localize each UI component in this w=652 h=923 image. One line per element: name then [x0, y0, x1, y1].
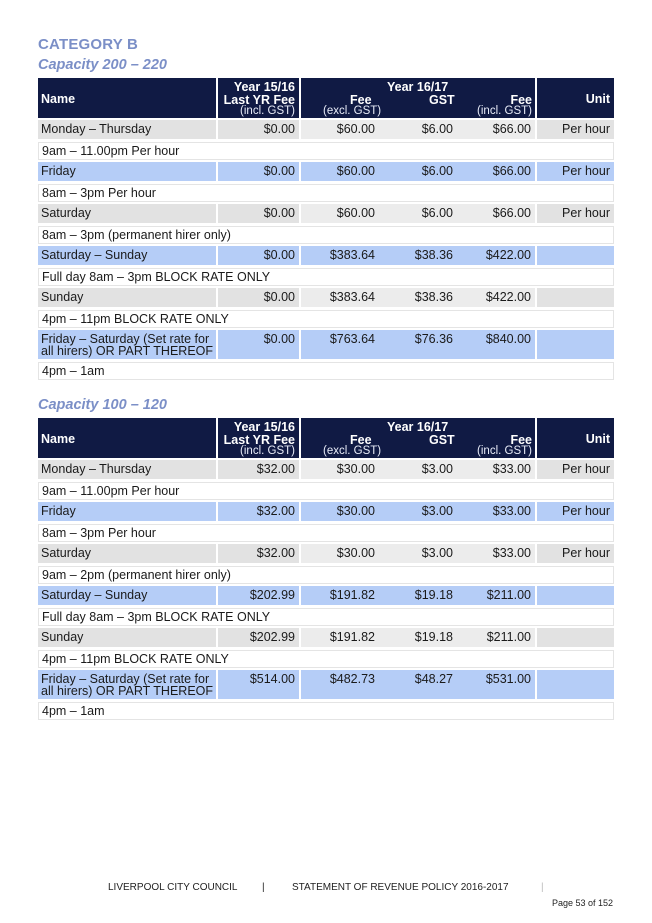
row-name-cell: Saturday – Sunday: [38, 586, 216, 605]
row-last-year-fee-cell: $0.00: [218, 162, 299, 181]
header-fee-incl-sub: (incl. GST): [477, 445, 532, 457]
row-last-year-fee-cell: $202.99: [218, 628, 299, 647]
row-gst-cell: $6.00: [379, 120, 457, 139]
table-row: [38, 120, 614, 141]
fee-table-capacity-100: [38, 418, 614, 720]
header-unit-cell: [537, 78, 614, 118]
header-year-cell: [301, 78, 535, 118]
header-unit-label: Unit: [585, 432, 610, 446]
row-unit-cell: Per hour: [537, 204, 614, 223]
row-unit-cell: [537, 330, 614, 359]
header-year-label: Year 16/17: [387, 420, 449, 434]
row-description: Full day 8am – 3pm BLOCK RATE ONLY: [38, 268, 614, 286]
row-description: 9am – 11.00pm Per hour: [38, 482, 614, 500]
row-description: 4pm – 1am: [38, 702, 614, 720]
row-gst-cell: $3.00: [379, 460, 457, 479]
table-row: [38, 330, 614, 361]
row-fee-excl-cell: $383.64: [301, 246, 379, 265]
header-unit-cell: [537, 418, 614, 458]
table-row: [38, 460, 614, 481]
header-fee-sub: (excl. GST): [323, 445, 382, 457]
row-fee-excl-cell: $482.73: [301, 670, 379, 699]
row-gst-cell: $6.00: [379, 162, 457, 181]
row-last-year-fee-cell: $202.99: [218, 586, 299, 605]
header-gst-label: GST: [429, 433, 455, 447]
row-unit-cell: Per hour: [537, 120, 614, 139]
fee-table-capacity-200: [38, 78, 614, 380]
row-fee-incl-cell: $33.00: [457, 502, 535, 521]
header-fee-label: Fee: [350, 93, 372, 107]
row-last-year-fee-cell: $0.00: [218, 288, 299, 307]
row-fee-incl-cell: $66.00: [457, 162, 535, 181]
row-last-year-fee-cell: $0.00: [218, 330, 299, 359]
table-header-row: [38, 78, 614, 118]
row-gst-cell: $3.00: [379, 502, 457, 521]
header-fee-incl-label: Fee: [510, 433, 532, 447]
row-gst-cell: $76.36: [379, 330, 457, 359]
row-last-year-fee-cell: $0.00: [218, 204, 299, 223]
table-row: [38, 502, 614, 523]
row-name-cell: Friday: [38, 502, 216, 521]
row-name-cell: Monday – Thursday: [38, 460, 216, 479]
footer-separator-right: |: [541, 882, 544, 893]
table-row: [38, 246, 614, 267]
section-title-capacity-100: Capacity 100 – 120: [38, 397, 167, 413]
header-fee-incl-sub: (incl. GST): [477, 105, 532, 117]
header-gst-label: GST: [429, 93, 455, 107]
header-name-cell: [38, 418, 216, 458]
row-fee-incl-cell: $33.00: [457, 460, 535, 479]
table-row: [38, 628, 614, 649]
row-fee-excl-cell: $763.64: [301, 330, 379, 359]
header-last-year-line3: (incl. GST): [240, 105, 295, 117]
header-last-year-line3: (incl. GST): [240, 445, 295, 457]
footer-page-number: Page 53 of 152: [552, 898, 614, 908]
row-fee-excl-cell: $191.82: [301, 586, 379, 605]
table-row: [38, 544, 614, 565]
row-fee-incl-cell: $211.00: [457, 628, 535, 647]
row-fee-incl-cell: $840.00: [457, 330, 535, 359]
header-last-year-cell: [218, 78, 299, 118]
row-fee-excl-cell: $30.00: [301, 544, 379, 563]
row-last-year-fee-cell: $32.00: [218, 460, 299, 479]
row-name-cell: Sunday: [38, 628, 216, 647]
header-unit-label: Unit: [585, 92, 610, 106]
header-name-label: Name: [41, 432, 76, 446]
row-description: 4pm – 1am: [38, 362, 614, 380]
row-unit-cell: Per hour: [537, 544, 614, 563]
row-fee-excl-cell: $383.64: [301, 288, 379, 307]
row-description: 8am – 3pm (permanent hirer only): [38, 226, 614, 244]
table-row: [38, 162, 614, 183]
footer-policy-title: STATEMENT OF REVENUE POLICY 2016-2017: [292, 882, 509, 893]
row-description: Full day 8am – 3pm BLOCK RATE ONLY: [38, 608, 614, 626]
table-row: [38, 586, 614, 607]
row-gst-cell: $6.00: [379, 204, 457, 223]
row-unit-cell: [537, 246, 614, 265]
header-year-label: Year 16/17: [387, 80, 449, 94]
footer-organisation: LIVERPOOL CITY COUNCIL: [108, 882, 238, 893]
row-fee-incl-cell: $422.00: [457, 246, 535, 265]
row-unit-cell: [537, 586, 614, 605]
row-description: 8am – 3pm Per hour: [38, 524, 614, 542]
header-last-year-line1: Year 15/16: [233, 420, 295, 434]
row-unit-cell: [537, 628, 614, 647]
row-gst-cell: $19.18: [379, 586, 457, 605]
row-fee-excl-cell: $60.00: [301, 204, 379, 223]
section-title-capacity-200: Capacity 200 – 220: [38, 57, 167, 73]
row-last-year-fee-cell: $0.00: [218, 246, 299, 265]
row-description: 9am – 11.00pm Per hour: [38, 142, 614, 160]
row-description: 4pm – 11pm BLOCK RATE ONLY: [38, 650, 614, 668]
header-last-year-line1: Year 15/16: [233, 80, 295, 94]
row-name-cell: Friday – Saturday (Set rate for all hirers) OR PART THEREOF: [38, 670, 216, 699]
table-row: [38, 288, 614, 309]
row-unit-cell: [537, 670, 614, 699]
row-unit-cell: Per hour: [537, 502, 614, 521]
row-unit-cell: Per hour: [537, 162, 614, 181]
header-last-year-line2: Last YR Fee: [223, 93, 295, 107]
row-gst-cell: $3.00: [379, 544, 457, 563]
table-row: [38, 670, 614, 701]
footer-separator: |: [262, 882, 265, 893]
header-fee-sub: (excl. GST): [323, 105, 382, 117]
row-description: 4pm – 11pm BLOCK RATE ONLY: [38, 310, 614, 328]
row-name-cell: Friday – Saturday (Set rate for all hirers) OR PART THEREOF: [38, 330, 216, 359]
category-heading: CATEGORY B: [38, 36, 139, 53]
row-gst-cell: $38.36: [379, 288, 457, 307]
row-description: 8am – 3pm Per hour: [38, 184, 614, 202]
header-year-cell: [301, 418, 535, 458]
row-unit-cell: Per hour: [537, 460, 614, 479]
row-fee-excl-cell: $30.00: [301, 460, 379, 479]
row-name-cell: Saturday: [38, 544, 216, 563]
table-header-row: [38, 418, 614, 458]
row-fee-excl-cell: $30.00: [301, 502, 379, 521]
row-fee-incl-cell: $531.00: [457, 670, 535, 699]
row-name-cell: Friday: [38, 162, 216, 181]
row-name-cell: Saturday – Sunday: [38, 246, 216, 265]
table-row: [38, 204, 614, 225]
row-fee-incl-cell: $66.00: [457, 120, 535, 139]
row-fee-excl-cell: $60.00: [301, 120, 379, 139]
row-fee-excl-cell: $60.00: [301, 162, 379, 181]
row-gst-cell: $48.27: [379, 670, 457, 699]
row-last-year-fee-cell: $0.00: [218, 120, 299, 139]
row-description: 9am – 2pm (permanent hirer only): [38, 566, 614, 584]
row-last-year-fee-cell: $32.00: [218, 502, 299, 521]
header-name-label: Name: [41, 92, 76, 106]
row-fee-incl-cell: $66.00: [457, 204, 535, 223]
row-last-year-fee-cell: $514.00: [218, 670, 299, 699]
header-last-year-line2: Last YR Fee: [223, 433, 295, 447]
row-fee-incl-cell: $211.00: [457, 586, 535, 605]
header-last-year-cell: [218, 418, 299, 458]
row-name-cell: Saturday: [38, 204, 216, 223]
row-gst-cell: $38.36: [379, 246, 457, 265]
row-fee-excl-cell: $191.82: [301, 628, 379, 647]
row-fee-incl-cell: $33.00: [457, 544, 535, 563]
row-unit-cell: [537, 288, 614, 307]
row-name-cell: Sunday: [38, 288, 216, 307]
header-fee-label: Fee: [350, 433, 372, 447]
row-fee-incl-cell: $422.00: [457, 288, 535, 307]
header-name-cell: [38, 78, 216, 118]
row-last-year-fee-cell: $32.00: [218, 544, 299, 563]
row-name-cell: Monday – Thursday: [38, 120, 216, 139]
row-gst-cell: $19.18: [379, 628, 457, 647]
header-fee-incl-label: Fee: [510, 93, 532, 107]
